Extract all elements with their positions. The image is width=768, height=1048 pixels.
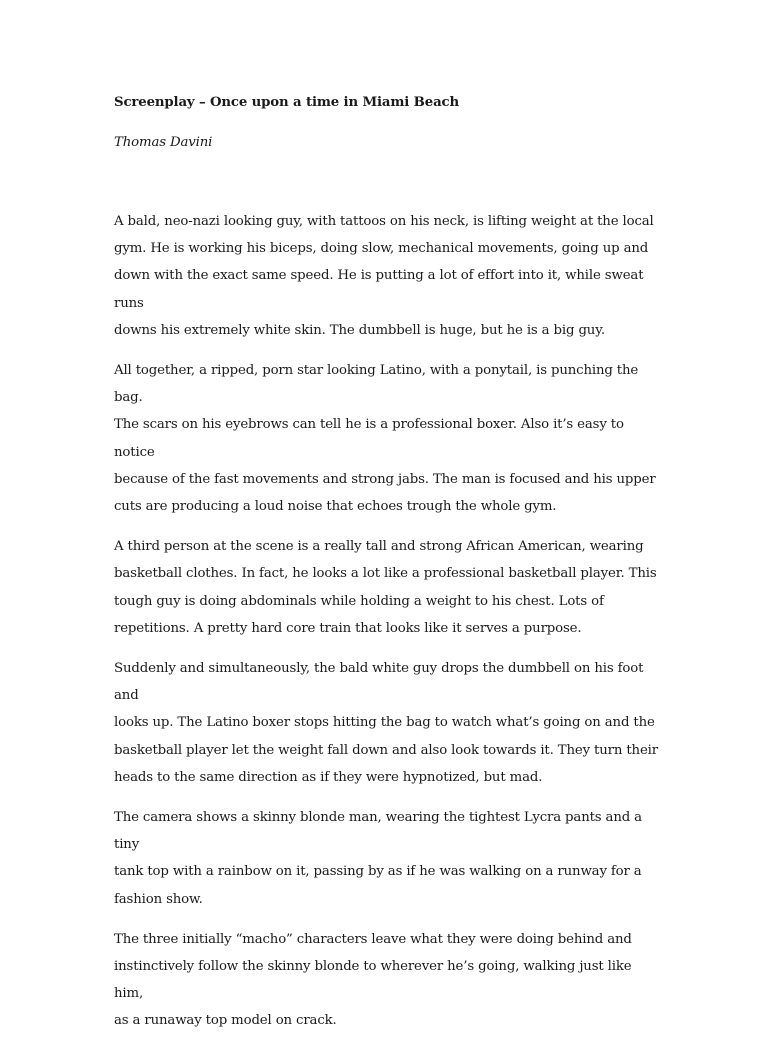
paragraph-line: basketball clothes. In fact, he looks a lot like a professional basketball player. This [114,566,657,582]
paragraph-line: The camera shows a skinny blonde man, wearing the tightest Lycra pants and a tiny [114,810,642,853]
paragraph-line: The scars on his eyebrows can tell he is a professional boxer. Also it’s easy to notice [114,417,624,460]
paragraph-line: tank top with a rainbow on it, passing by as if he was walking on a runway for a [114,864,642,880]
paragraph-line: tough guy is doing abdominals while holding a weight to his chest. Lots of [114,593,604,609]
paragraph-line: down with the exact same speed. He is putting a lot of effort into it, while sweat runs [114,268,644,311]
paragraph [114,357,662,520]
paragraph-line: fashion show. [114,891,203,907]
paragraph-line: The three initially “macho” characters leave what they were doing behind and [114,931,632,947]
paragraph-line: repetitions. A pretty hard core train that looks like it serves a purpose. [114,620,582,636]
paragraph-line: All together, a ripped, porn star looking Latino, with a ponytail, is punching the bag. [114,363,639,406]
document-author: Thomas Davini [114,135,213,150]
document-body [114,208,662,1035]
paragraph [114,655,662,791]
paragraph-line: instinctively follow the skinny blonde to wherever he’s going, walking just like him, [114,959,632,1002]
paragraph-line: basketball player let the weight fall down and also look towards it. They turn their [114,742,658,758]
paragraph [114,804,662,913]
paragraph-line: Suddenly and simultaneously, the bald white guy drops the dumbbell on his foot and [114,661,644,704]
paragraph-line: gym. He is working his biceps, doing slow, mechanical movements, going up and [114,241,649,257]
paragraph [114,208,662,344]
paragraph-line: A bald, neo-nazi looking guy, with tattoos on his neck, is lifting weight at the local [114,214,654,229]
paragraph-line: A third person at the scene is a really tall and strong African American, wearing [114,539,644,555]
paragraph-line: looks up. The Latino boxer stops hitting the bag to watch what’s going on and the [114,715,655,731]
document-content [114,92,662,1048]
paragraph [114,533,662,642]
paragraph-line: cuts are producing a loud noise that echoes trough the whole gym. [114,499,557,515]
document-title: Screenplay – Once upon a time in Miami Beach [114,95,460,110]
paragraph [114,926,662,1035]
paragraph-line: because of the fast movements and strong jabs. The man is focused and his upper [114,471,656,487]
paragraph-line: as a runaway top model on crack. [114,1013,337,1029]
paragraph-line: downs his extremely white skin. The dumbbell is huge, but he is a big guy. [114,322,605,338]
paragraph-line: heads to the same direction as if they were hypnotized, but mad. [114,769,543,785]
